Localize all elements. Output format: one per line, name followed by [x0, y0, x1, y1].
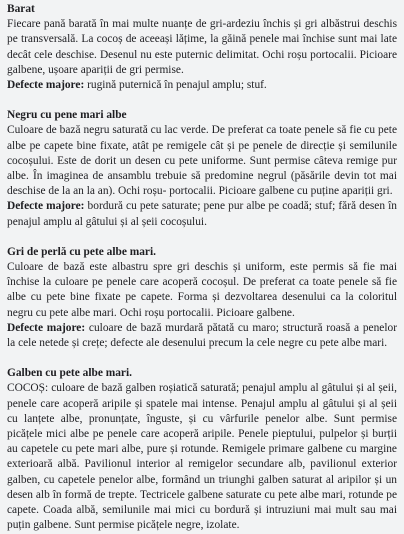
- section-title: Galben cu pete albe mari.: [7, 367, 132, 380]
- section-gap: [7, 93, 397, 108]
- section-body: Culoare de bază este albastru spre gri deschis și uniform, este permis să fie mai închise la culoare pe penele care acoperă cocoșul. De preferat ca toate penele să fie albe cu pete bine fixate pe capete. Forma și dezvoltarea desenului ca la coloritul negru cu pete albe mari. Ochi roșu portocalii. Picioare galbene.: [7, 261, 397, 319]
- defects-label: Defecte majore:: [7, 200, 85, 213]
- section-negru: [7, 108, 397, 230]
- defects-text: culoare de bază murdară pătată cu maro; structură roasă a penelor la cele netede și crețe; defecte ale desenului precum la cele negre cu pete albe mari.: [7, 321, 397, 350]
- section-gap: [7, 351, 397, 366]
- defects-paragraph: [7, 321, 397, 351]
- section-title: Negru cu pene mari albe: [7, 109, 127, 122]
- section-title: Barat: [7, 3, 35, 15]
- section-galben: [7, 366, 397, 533]
- defects-paragraph: [7, 78, 397, 93]
- section-body: Culoare de bază negru saturată cu lac verde. De preferat ca toate penele să fie cu pete albe pe capete bine fixate, atât pe remigele cât și pe penele de direcție și semilunile cocoșului. Este de dorit un desen cu pete uniforme. Sunt permise câteva remige pur albe. În imaginea de ansamblu trebuie să predomine negrul (păsările devin tot mai deschise de la an la an). Ochi roșu- portocalii. Picioare galbene cu puține apariții gri.: [7, 124, 397, 198]
- section-gri-perla: [7, 245, 397, 351]
- defects-text: rugină puternică în penajul amplu; stuf.: [84, 79, 267, 92]
- defects-text: bordură cu pete saturate; pene pur albe pe coadă; stuf; fără desen în penajul amplu al gâtului și al șeii cocoșului.: [7, 200, 397, 228]
- section-gap: [7, 230, 397, 245]
- defects-paragraph: [7, 199, 397, 229]
- defects-label: Defecte majore:: [7, 79, 85, 92]
- section-barat: [7, 2, 397, 93]
- section-body: Fiecare pană barată în mai multe nuanțe de gri-ardeziu închis și gri albăstrui deschis pe transversală. La cocoș de aceeași lățime, la găină penele mai închise sunt mai late decât cele deschise. Desenul nu este puternic delimitat. Ochi roșu portocalii. Picioare galbene, ușoare apariții de gri permise.: [7, 18, 397, 76]
- section-title: Gri de perlă cu pete albe mari.: [7, 245, 156, 258]
- section-body: COCOȘ: culoare de bază galben roșiatică saturată; penajul amplu al gâtului și al șeii, penele care acoperă aripile și spatele mai intense. Penajul amplu al gâtului și al șeii cu lanțete albe, pronunțate, înguste, și cu vârfurile penelor albe. Sunt permise picățele mici albe pe penele care acoperă aripile. Penele pieptului, pulpelor și burții au capetele cu pete mari albe, pure și rotunde. Remigele primare galbene cu margine exterioară albă. Pavilionul interior al remigelor secundare alb, pavilionul exterior galben, cu capetele penelor albe, formând un triunghi galben saturat al aripilor și un desen alb în formă de treptе. Tectricele galbene saturate cu pete albe mari, rotunde pe capete. Coada albă, semilunile mai mici cu bordură și intruziuni mai mult sau mai puțin galbene. Sunt permise picățele negre, izolate.: [7, 382, 397, 532]
- defects-label: Defecte majore:: [7, 321, 86, 334]
